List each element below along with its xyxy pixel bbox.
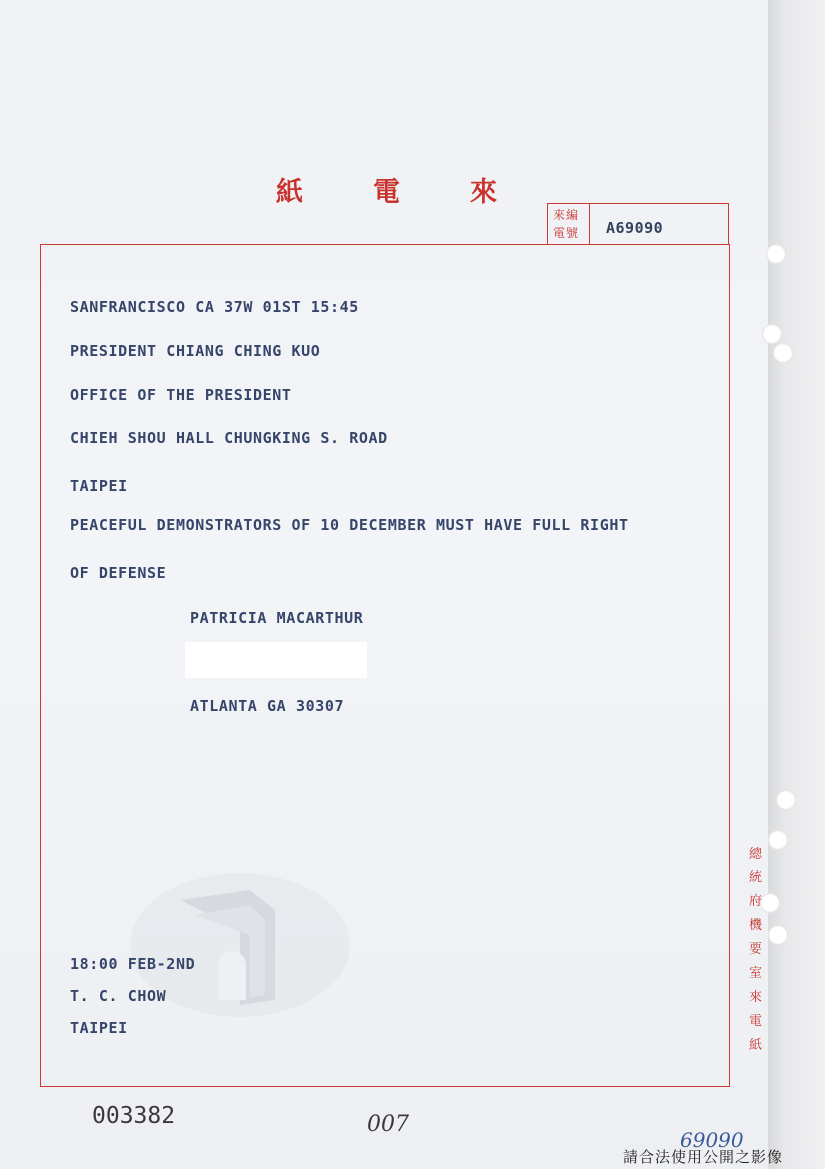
form-title-char: 電	[373, 177, 400, 208]
recipient-address: CHIEH SHOU HALL CHUNGKING S. ROAD	[70, 429, 388, 447]
form-title-char: 紙	[276, 177, 303, 208]
reference-number: A69090	[606, 219, 664, 237]
recipient-city: TAIPEI	[70, 477, 128, 495]
side-label-char: 統	[749, 870, 763, 885]
paper-edge	[768, 0, 825, 1169]
form-title-char: 來	[470, 177, 497, 208]
punch-hole	[768, 830, 788, 850]
side-label-char: 府	[749, 894, 763, 909]
received-time: 18:00 FEB-2ND	[70, 955, 196, 973]
message-body: OF DEFENSE	[70, 564, 167, 582]
sender-city: ATLANTA GA 30307	[190, 697, 345, 715]
punch-hole	[768, 925, 788, 945]
side-label-char: 電	[749, 1014, 763, 1029]
usage-notice: 請合法使用公開之影像	[623, 1148, 784, 1166]
reference-number-box	[547, 203, 729, 245]
punch-hole	[760, 893, 780, 913]
serial-number: 003382	[92, 1103, 176, 1129]
handwritten-reference: 69090	[680, 1128, 744, 1152]
punch-hole	[766, 244, 786, 264]
sender-name: PATRICIA MACARTHUR	[190, 609, 364, 627]
side-label-char: 機	[749, 918, 763, 933]
side-label-char: 來	[749, 990, 763, 1005]
side-label-char: 室	[749, 966, 763, 981]
punch-hole	[762, 324, 782, 344]
recipient-name: PRESIDENT CHIANG CHING KUO	[70, 342, 321, 360]
punch-hole	[776, 790, 796, 810]
telegram-origin: SANFRANCISCO CA 37W 01ST 15:45	[70, 298, 359, 316]
side-label-char: 要	[749, 942, 763, 957]
received-place: TAIPEI	[70, 1019, 128, 1037]
redaction-box	[185, 642, 367, 678]
page-number: 007	[367, 1112, 409, 1137]
recipient-office: OFFICE OF THE PRESIDENT	[70, 386, 292, 404]
side-label-char: 紙	[749, 1038, 763, 1053]
message-body: PEACEFUL DEMONSTRATORS OF 10 DECEMBER MUST HAVE FULL RIGHT	[70, 516, 629, 534]
received-by: T. C. CHOW	[70, 987, 167, 1005]
reference-label: 來編 電號	[548, 204, 590, 244]
side-label-char: 總	[749, 847, 763, 862]
punch-hole	[773, 343, 793, 363]
